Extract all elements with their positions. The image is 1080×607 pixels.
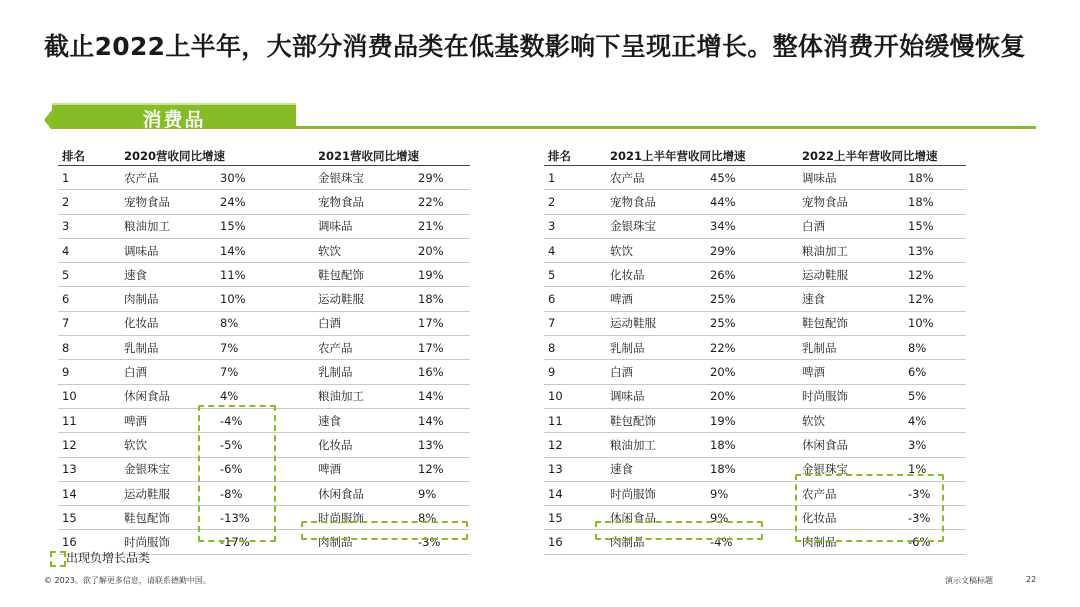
- growth-cell: 12%: [414, 457, 470, 481]
- category-cell: 乳制品: [314, 360, 414, 384]
- negative-growth-highlight-2020: [198, 405, 276, 542]
- rank-cell: 7: [544, 311, 606, 335]
- header-2020-growth: 2020营收同比增速: [120, 146, 314, 166]
- rank-cell: 9: [58, 360, 120, 384]
- growth-cell: 22%: [414, 190, 470, 214]
- growth-cell: -4%: [216, 408, 314, 432]
- category-cell: 宠物食品: [798, 190, 904, 214]
- growth-cell: -3%: [904, 506, 966, 530]
- footer-presentation-title: 演示文稿标题: [945, 576, 993, 585]
- growth-cell: 6%: [904, 360, 966, 384]
- category-cell: 化妆品: [606, 263, 706, 287]
- rank-cell: 6: [544, 287, 606, 311]
- growth-cell: 25%: [706, 287, 798, 311]
- category-cell: 宠物食品: [314, 190, 414, 214]
- growth-cell: 15%: [216, 214, 314, 238]
- growth-cell: 13%: [414, 433, 470, 457]
- growth-cell: -6%: [904, 530, 966, 554]
- category-cell: 粮油加工: [314, 384, 414, 408]
- rank-cell: 4: [58, 238, 120, 262]
- rank-cell: 13: [58, 457, 120, 481]
- growth-cell: 11%: [216, 263, 314, 287]
- growth-cell: 26%: [706, 263, 798, 287]
- growth-cell: 34%: [706, 214, 798, 238]
- growth-cell: 12%: [904, 287, 966, 311]
- table-row: [544, 287, 966, 311]
- growth-cell: 19%: [414, 263, 470, 287]
- growth-cell: 9%: [414, 481, 470, 505]
- category-cell: 时尚服饰: [120, 530, 216, 554]
- table-row: [58, 336, 470, 360]
- rank-cell: 2: [58, 190, 120, 214]
- category-cell: 休闲食品: [120, 384, 216, 408]
- growth-cell: 1%: [904, 457, 966, 481]
- category-cell: 鞋包配饰: [120, 506, 216, 530]
- growth-cell: 45%: [706, 166, 798, 190]
- growth-cell: 14%: [414, 408, 470, 432]
- rank-cell: 14: [544, 481, 606, 505]
- growth-cell: 18%: [904, 166, 966, 190]
- growth-cell: 7%: [216, 336, 314, 360]
- category-cell: 休闲食品: [314, 481, 414, 505]
- growth-cell: 18%: [904, 190, 966, 214]
- category-cell: 白酒: [606, 360, 706, 384]
- table-row: [58, 263, 470, 287]
- rank-cell: 7: [58, 311, 120, 335]
- category-cell: 化妆品: [798, 506, 904, 530]
- category-cell: 肉制品: [798, 530, 904, 554]
- rank-cell: 16: [58, 530, 120, 554]
- category-cell: 农产品: [120, 166, 216, 190]
- growth-cell: 21%: [414, 214, 470, 238]
- rank-cell: 3: [544, 214, 606, 238]
- table-row: [544, 384, 966, 408]
- growth-cell: 15%: [904, 214, 966, 238]
- category-cell: 化妆品: [314, 433, 414, 457]
- category-cell: 宠物食品: [606, 190, 706, 214]
- growth-cell: 7%: [216, 360, 314, 384]
- category-cell: 鞋包配饰: [314, 263, 414, 287]
- growth-cell: 9%: [706, 481, 798, 505]
- category-cell: 啤酒: [120, 408, 216, 432]
- category-cell: 金银珠宝: [314, 166, 414, 190]
- rank-cell: 5: [544, 263, 606, 287]
- legend-label: 出现负增长品类: [66, 551, 151, 565]
- category-cell: 调味品: [314, 214, 414, 238]
- category-cell: 粮油加工: [798, 238, 904, 262]
- rank-cell: 3: [58, 214, 120, 238]
- category-cell: 肉制品: [314, 530, 414, 554]
- growth-cell: 10%: [904, 311, 966, 335]
- rank-cell: 1: [544, 166, 606, 190]
- footer-copyright: © 2023。欲了解更多信息，请联系德勤中国。: [44, 576, 211, 585]
- negative-growth-highlight-2022h1: [795, 474, 944, 542]
- category-cell: 速食: [798, 287, 904, 311]
- category-cell: 调味品: [120, 238, 216, 262]
- category-cell: 运动鞋服: [314, 287, 414, 311]
- growth-cell: 18%: [414, 287, 470, 311]
- category-cell: 调味品: [798, 166, 904, 190]
- growth-cell: -13%: [216, 506, 314, 530]
- growth-cell: 19%: [706, 408, 798, 432]
- category-cell: 肉制品: [120, 287, 216, 311]
- table-row: [58, 360, 470, 384]
- page-number: 22: [1026, 575, 1037, 584]
- growth-cell: 18%: [706, 457, 798, 481]
- growth-cell: 8%: [904, 336, 966, 360]
- table-header-row: [58, 146, 470, 166]
- rank-cell: 12: [544, 433, 606, 457]
- rank-cell: 16: [544, 530, 606, 554]
- category-cell: 时尚服饰: [606, 481, 706, 505]
- table-row: [544, 433, 966, 457]
- rank-cell: 4: [544, 238, 606, 262]
- growth-cell: 22%: [706, 336, 798, 360]
- header-2022h1-growth: 2022上半年营收同比增速: [798, 146, 966, 166]
- table-row: [544, 311, 966, 335]
- rank-cell: 9: [544, 360, 606, 384]
- growth-cell: 30%: [216, 166, 314, 190]
- category-cell: 休闲食品: [606, 506, 706, 530]
- category-cell: 速食: [314, 408, 414, 432]
- header-2021h1-growth: 2021上半年营收同比增速: [606, 146, 798, 166]
- growth-cell: -8%: [216, 481, 314, 505]
- header-2021-growth: 2021营收同比增速: [314, 146, 470, 166]
- category-cell: 金银珠宝: [798, 457, 904, 481]
- category-cell: 肉制品: [606, 530, 706, 554]
- growth-cell: 5%: [904, 384, 966, 408]
- table-row: [58, 311, 470, 335]
- category-cell: 农产品: [798, 481, 904, 505]
- growth-cell: 24%: [216, 190, 314, 214]
- growth-cell: 12%: [904, 263, 966, 287]
- rank-cell: 11: [544, 408, 606, 432]
- rank-cell: 8: [544, 336, 606, 360]
- growth-cell: -6%: [216, 457, 314, 481]
- category-cell: 啤酒: [606, 287, 706, 311]
- table-row: [544, 408, 966, 432]
- growth-cell: 9%: [706, 506, 798, 530]
- category-cell: 白酒: [798, 214, 904, 238]
- table-row: [58, 287, 470, 311]
- growth-cell: 16%: [414, 360, 470, 384]
- category-cell: 运动鞋服: [120, 481, 216, 505]
- category-cell: 软饮: [606, 238, 706, 262]
- table-row: [544, 263, 966, 287]
- table-row: [544, 166, 966, 190]
- category-cell: 软饮: [798, 408, 904, 432]
- table-row: [58, 166, 470, 190]
- growth-cell: 17%: [414, 311, 470, 335]
- rank-cell: 10: [58, 384, 120, 408]
- growth-cell: 14%: [216, 238, 314, 262]
- table-row: [58, 190, 470, 214]
- growth-cell: 8%: [414, 506, 470, 530]
- negative-growth-highlight-2021: [301, 521, 468, 540]
- table-row: [544, 214, 966, 238]
- table-row: [58, 214, 470, 238]
- category-cell: 金银珠宝: [120, 457, 216, 481]
- growth-cell: 14%: [414, 384, 470, 408]
- growth-cell: 8%: [216, 311, 314, 335]
- category-cell: 啤酒: [314, 457, 414, 481]
- category-cell: 化妆品: [120, 311, 216, 335]
- growth-cell: 20%: [414, 238, 470, 262]
- rank-cell: 8: [58, 336, 120, 360]
- rank-cell: 14: [58, 481, 120, 505]
- header-rank: 排名: [544, 146, 606, 166]
- table-header-row: [544, 146, 966, 166]
- growth-cell: 29%: [706, 238, 798, 262]
- growth-cell: 4%: [904, 408, 966, 432]
- rank-cell: 11: [58, 408, 120, 432]
- growth-cell: 25%: [706, 311, 798, 335]
- growth-cell: 18%: [706, 433, 798, 457]
- growth-cell: 13%: [904, 238, 966, 262]
- category-cell: 鞋包配饰: [606, 408, 706, 432]
- category-cell: 啤酒: [798, 360, 904, 384]
- category-cell: 宠物食品: [120, 190, 216, 214]
- page-title: 截止2022上半年，大部分消费品类在低基数影响下呈现正增长。整体消费开始缓慢恢复: [44, 32, 1026, 61]
- category-cell: 金银珠宝: [606, 214, 706, 238]
- growth-cell: -4%: [706, 530, 798, 554]
- section-label: 消费品: [142, 109, 206, 131]
- growth-cell: 10%: [216, 287, 314, 311]
- category-cell: 运动鞋服: [606, 311, 706, 335]
- category-cell: 农产品: [314, 336, 414, 360]
- rank-cell: 2: [544, 190, 606, 214]
- category-cell: 鞋包配饰: [798, 311, 904, 335]
- rank-cell: 15: [58, 506, 120, 530]
- header-rank: 排名: [58, 146, 120, 166]
- growth-cell: 17%: [414, 336, 470, 360]
- category-cell: 速食: [606, 457, 706, 481]
- category-cell: 白酒: [120, 360, 216, 384]
- category-cell: 农产品: [606, 166, 706, 190]
- growth-cell: 29%: [414, 166, 470, 190]
- growth-cell: 4%: [216, 384, 314, 408]
- category-cell: 乳制品: [606, 336, 706, 360]
- rank-cell: 13: [544, 457, 606, 481]
- category-cell: 白酒: [314, 311, 414, 335]
- growth-cell: -5%: [216, 433, 314, 457]
- rank-cell: 12: [58, 433, 120, 457]
- growth-cell: -17%: [216, 530, 314, 554]
- rank-cell: 5: [58, 263, 120, 287]
- category-cell: 软饮: [120, 433, 216, 457]
- table-row: [544, 360, 966, 384]
- rank-cell: 10: [544, 384, 606, 408]
- category-cell: 时尚服饰: [798, 384, 904, 408]
- category-cell: 休闲食品: [798, 433, 904, 457]
- category-cell: 乳制品: [120, 336, 216, 360]
- growth-cell: 20%: [706, 384, 798, 408]
- category-cell: 速食: [120, 263, 216, 287]
- rank-cell: 6: [58, 287, 120, 311]
- legend-dashed-box-icon: [50, 551, 66, 567]
- negative-growth-highlight-2021h1: [595, 521, 763, 540]
- category-cell: 时尚服饰: [314, 506, 414, 530]
- category-cell: 调味品: [606, 384, 706, 408]
- category-cell: 乳制品: [798, 336, 904, 360]
- category-cell: 粮油加工: [120, 214, 216, 238]
- table-row: [544, 336, 966, 360]
- growth-cell: 3%: [904, 433, 966, 457]
- category-cell: 软饮: [314, 238, 414, 262]
- growth-cell: 44%: [706, 190, 798, 214]
- rank-cell: 15: [544, 506, 606, 530]
- growth-cell: -3%: [414, 530, 470, 554]
- section-banner-notch: [44, 110, 52, 130]
- table-row: [58, 238, 470, 262]
- growth-cell: 20%: [706, 360, 798, 384]
- growth-cell: -3%: [904, 481, 966, 505]
- rank-cell: 1: [58, 166, 120, 190]
- category-cell: 粮油加工: [606, 433, 706, 457]
- table-row: [544, 238, 966, 262]
- category-cell: 运动鞋服: [798, 263, 904, 287]
- table-row: [544, 190, 966, 214]
